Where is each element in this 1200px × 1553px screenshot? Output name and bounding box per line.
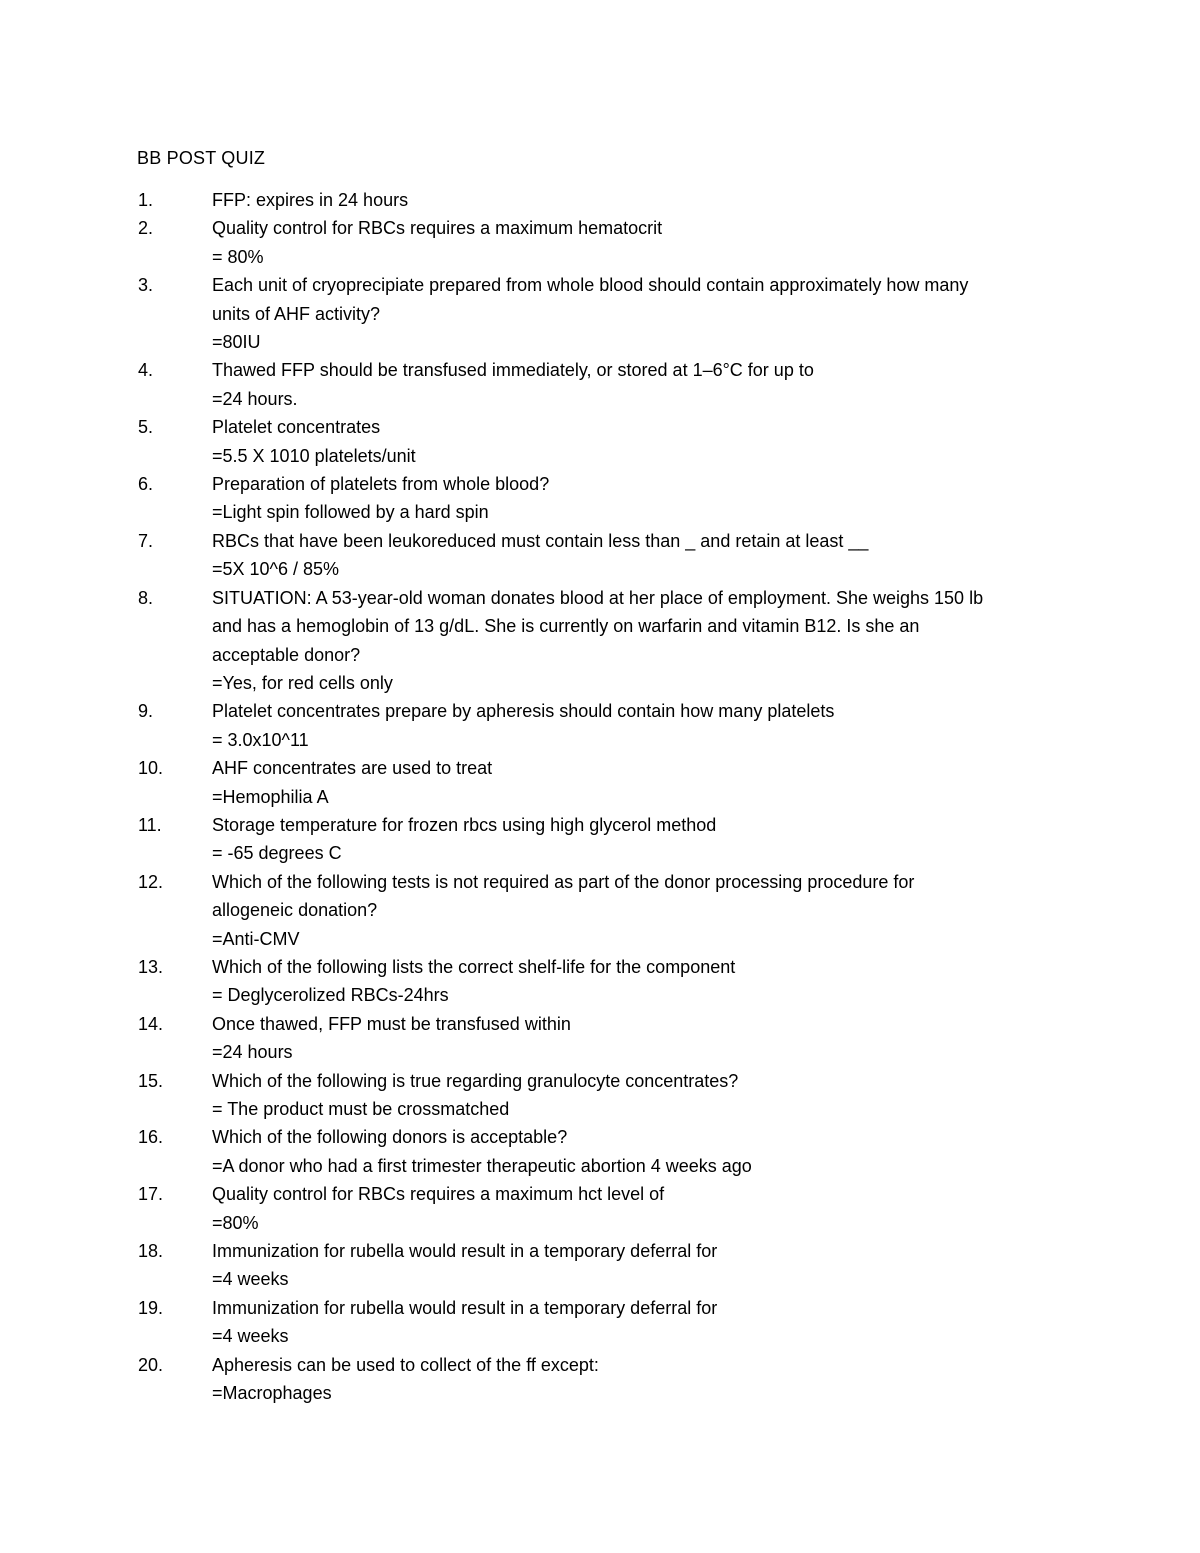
question-text: Immunization for rubella would result in a temporary deferral for (212, 1241, 718, 1262)
answer-text: =24 hours. (212, 388, 298, 409)
answer-text: =Macrophages (212, 1383, 332, 1404)
item-body (212, 953, 1062, 1010)
answer-text: = The product must be crossmatched (212, 1099, 510, 1119)
question-text: FFP: expires in 24 hours (212, 190, 409, 210)
item-body (212, 356, 1062, 413)
item-number: 1. (138, 190, 154, 210)
answer-text: =5X 10^6 / 85% (212, 559, 340, 580)
item-body (212, 1067, 1062, 1124)
answer-text: =Anti-CMV (212, 928, 300, 949)
item-number: 18. (138, 1241, 164, 1262)
quiz-item (0, 1294, 1200, 1351)
item-number: 12. (138, 871, 164, 892)
quiz-item (0, 697, 1200, 754)
item-number: 4. (138, 360, 154, 381)
answer-text: = 80% (212, 246, 264, 267)
question-text: Immunization for rubella would result in a temporary deferral for (212, 1297, 718, 1318)
item-body (212, 1294, 1062, 1351)
item-number: 7. (138, 530, 154, 551)
item-number: 5. (138, 417, 154, 438)
item-number: 13. (138, 956, 164, 977)
item-number: 20. (138, 1354, 164, 1375)
item-body (212, 186, 1062, 214)
quiz-item (0, 584, 1200, 698)
answer-text: =24 hours (212, 1042, 293, 1063)
answer-text: =80IU (212, 332, 261, 353)
item-body (212, 470, 1062, 527)
item-number: 8. (138, 587, 154, 608)
question-text: Which of the following is true regarding granulocyte concentrates? (212, 1070, 739, 1091)
question-text: Which of the following tests is not required as part of the donor processing procedure for (212, 871, 915, 892)
item-number: 9. (138, 701, 154, 722)
item-body (212, 1180, 1062, 1237)
item-body (212, 1123, 1062, 1180)
question-text: AHF concentrates are used to treat (212, 758, 493, 779)
item-body (212, 697, 1062, 754)
quiz-item (0, 356, 1200, 413)
item-body (212, 584, 1062, 698)
answer-text: =A donor who had a first trimester therapeutic abortion 4 weeks ago (212, 1155, 752, 1176)
item-number: 11. (138, 814, 162, 835)
item-body (212, 527, 1062, 584)
question-text: Quality control for RBCs requires a maximum hct level of (212, 1184, 665, 1205)
item-body (212, 811, 1062, 868)
question-text: SITUATION: A 53-year-old woman donates blood at her place of employment. She weighs 150 lb (212, 587, 984, 608)
item-body (212, 271, 1062, 356)
quiz-item (0, 271, 1200, 356)
item-body (212, 1351, 1062, 1408)
question-text: Storage temperature for frozen rbcs using high glycerol method (212, 814, 717, 835)
item-number: 16. (138, 1127, 164, 1148)
item-body (212, 214, 1062, 271)
quiz-item (0, 1067, 1200, 1124)
question-text: Which of the following donors is acceptable? (212, 1127, 568, 1148)
quiz-item (0, 1123, 1200, 1180)
answer-text: =80% (212, 1212, 259, 1233)
quiz-item (0, 470, 1200, 527)
question-text: and has a hemoglobin of 13 g/dL. She is currently on warfarin and vitamin B12. Is she an (212, 616, 920, 637)
question-text: Which of the following lists the correct shelf-life for the component (212, 956, 736, 977)
quiz-item (0, 953, 1200, 1010)
quiz-item (0, 186, 1200, 214)
question-text: Apheresis can be used to collect of the ff except: (212, 1354, 599, 1375)
quiz-item (0, 868, 1200, 953)
item-body (212, 1010, 1062, 1067)
answer-text: = Deglycerolized RBCs-24hrs (212, 985, 449, 1006)
quiz-item (0, 413, 1200, 470)
answer-text: =Light spin followed by a hard spin (212, 502, 489, 523)
question-text: allogeneic donation? (212, 900, 378, 921)
question-text: Platelet concentrates (212, 417, 381, 438)
question-text: Each unit of cryoprecipiate prepared from whole blood should contain approximately how many (212, 275, 969, 296)
item-number: 17. (138, 1184, 164, 1205)
question-text: Quality control for RBCs requires a maximum hematocrit (212, 218, 663, 239)
question-text: acceptable donor? (212, 644, 361, 665)
item-number: 15. (138, 1070, 164, 1091)
question-text: Preparation of platelets from whole blood? (212, 474, 550, 495)
item-body (212, 868, 1062, 953)
question-text: Once thawed, FFP must be transfused within (212, 1013, 571, 1034)
answer-text: = -65 degrees C (212, 843, 342, 864)
question-text: Platelet concentrates prepare by apheresis should contain how many platelets (212, 701, 835, 722)
quiz-item (0, 754, 1200, 811)
quiz-item (0, 811, 1200, 868)
answer-text: =4 weeks (212, 1269, 289, 1290)
item-body (212, 754, 1062, 811)
item-number: 14. (138, 1013, 164, 1034)
answer-text: =4 weeks (212, 1326, 289, 1347)
answer-text: =5.5 X 1010 platelets/unit (212, 445, 416, 466)
document-title: BB POST QUIZ (137, 148, 266, 168)
answer-text: =Hemophilia A (212, 786, 329, 807)
item-number: 2. (138, 218, 154, 239)
quiz-item (0, 1010, 1200, 1067)
item-number: 3. (138, 275, 154, 296)
quiz-item (0, 527, 1200, 584)
item-number: 10. (138, 758, 164, 779)
answer-text: =Yes, for red cells only (212, 672, 393, 693)
quiz-list (0, 186, 1200, 1407)
quiz-item (0, 214, 1200, 271)
answer-text: = 3.0x10^11 (212, 729, 309, 750)
quiz-item (0, 1180, 1200, 1237)
item-body (212, 413, 1062, 470)
item-number: 6. (138, 474, 154, 495)
quiz-item (0, 1351, 1200, 1408)
quiz-item (0, 1237, 1200, 1294)
item-number: 19. (138, 1297, 164, 1318)
question-text: RBCs that have been leukoreduced must contain less than _ and retain at least __ (212, 530, 869, 551)
question-text: units of AHF activity? (212, 303, 381, 324)
question-text: Thawed FFP should be transfused immediately, or stored at 1–6°C for up to (212, 360, 814, 381)
item-body (212, 1237, 1062, 1294)
